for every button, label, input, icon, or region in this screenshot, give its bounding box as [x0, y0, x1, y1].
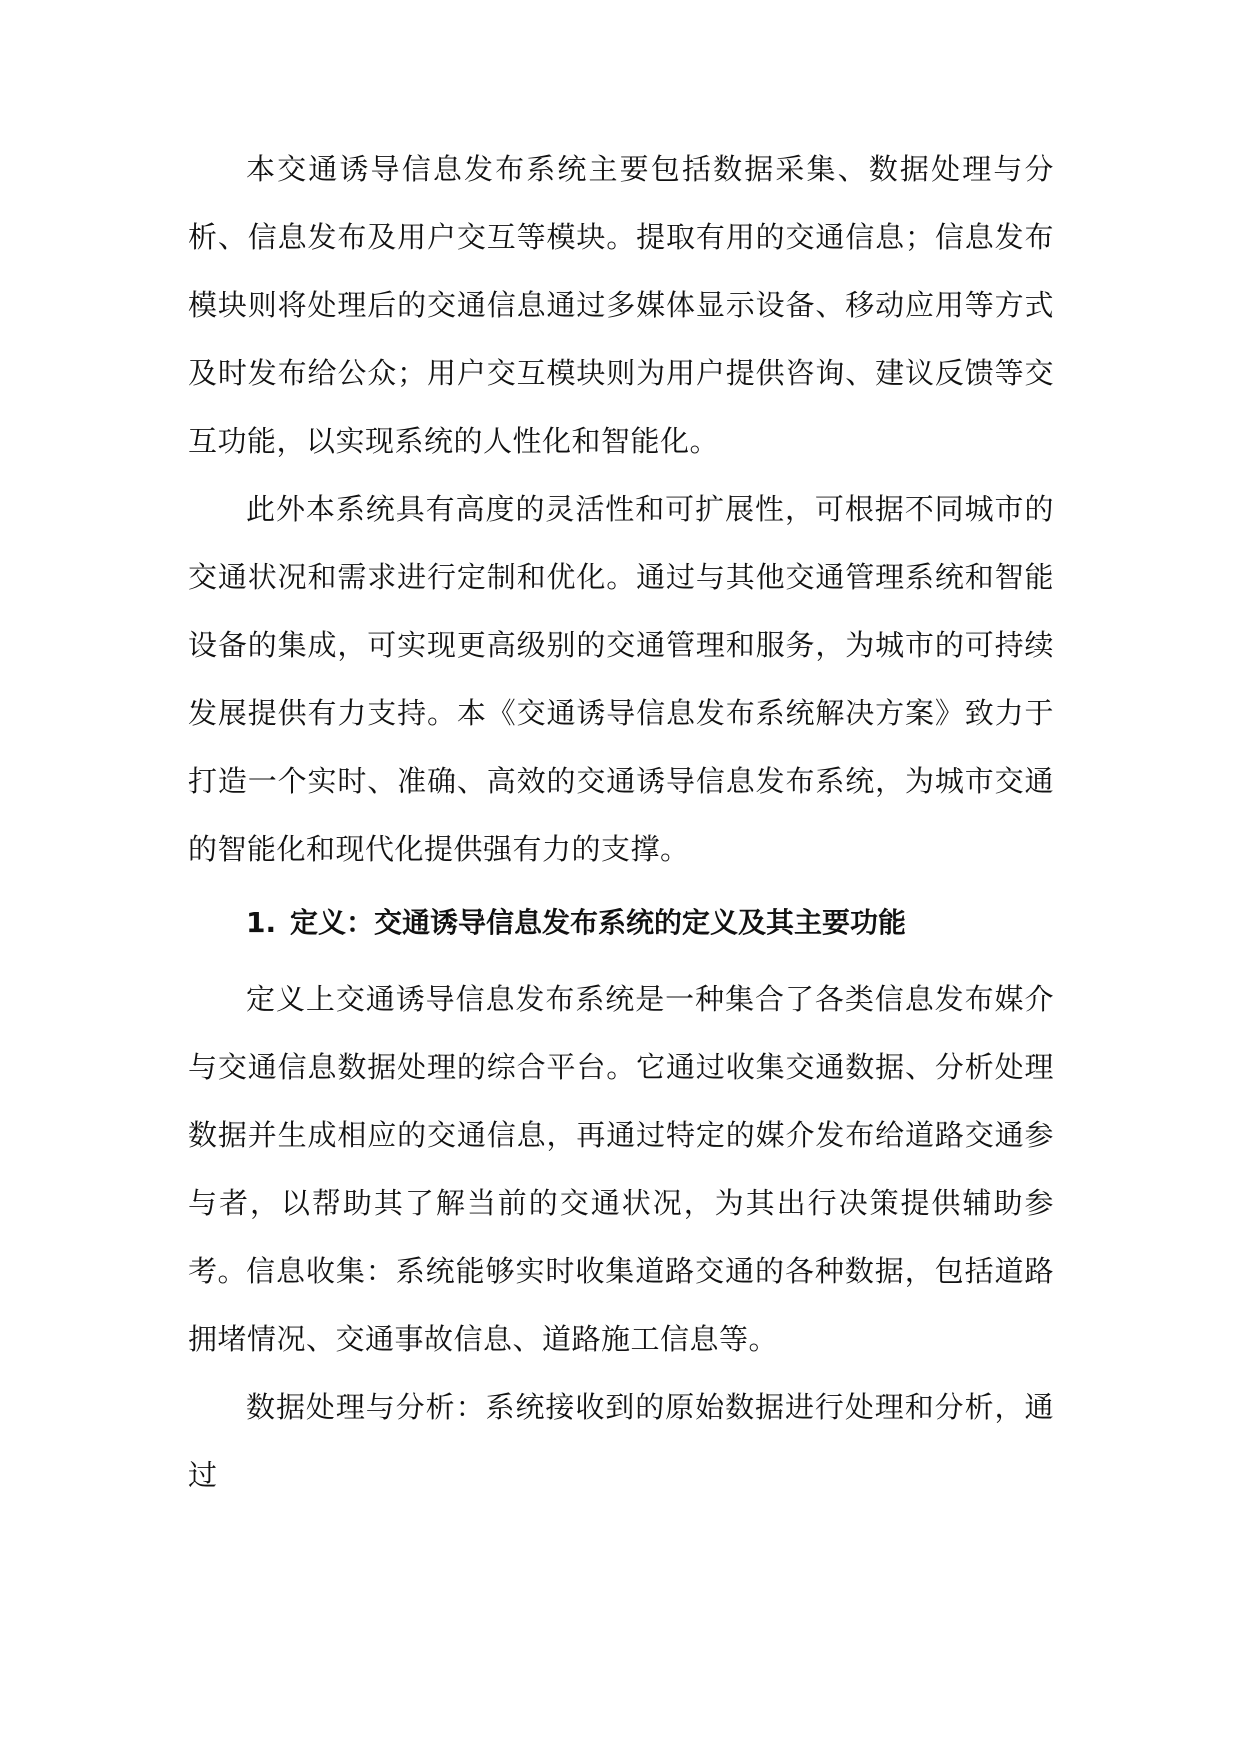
section-heading — [246, 903, 906, 943]
section-number: 1. — [246, 906, 277, 939]
intro-paragraph-flexibility: 此外本系统具有高度的灵活性和可扩展性，可根据不同城市的交通状况和需求进行定制和优化。通过与其他交通管理系统和智能设备的集成，可实现更高级别的交通管理和服务，为城市的可持续发展提供有力支持。本《交通诱导信息发布系统解决方案》致力于打造一个实时、准确、高效的交通诱导信息发布系统，为城市交通的智能化和现代化提供强有力的支撑。 — [188, 492, 1054, 866]
intro-paragraph-modules: 本交通诱导信息发布系统主要包括数据采集、数据处理与分析、信息发布及用户交互等模块。提取有用的交通信息；信息发布模块则将处理后的交通信息通过多媒体显示设备、移动应用等方式及时发布给公众；用户交互模块则为用户提供咨询、建议反馈等交互功能，以实现系统的人性化和智能化。 — [188, 152, 1054, 458]
section-title: 定义：交通诱导信息发布系统的定义及其主要功能 — [290, 906, 907, 939]
definition-paragraph: 定义上交通诱导信息发布系统是一种集合了各类信息发布媒介与交通信息数据处理的综合平台。它通过收集交通数据、分析处理数据并生成相应的交通信息，再通过特定的媒介发布给道路交通参与者，以帮助其了解当前的交通状况，为其出行决策提供辅助参考。 — [188, 982, 1054, 1288]
document-page — [188, 0, 1054, 1754]
info-collection-paragraph: 信息收集：系统能够实时收集道路交通的各种数据，包括道路拥堵情况、交通事故信息、道路施工信息等。 — [188, 1254, 1054, 1356]
data-processing-paragraph: 数据处理与分析：系统接收到的原始数据进行处理和分析，通过 — [188, 1390, 1054, 1492]
